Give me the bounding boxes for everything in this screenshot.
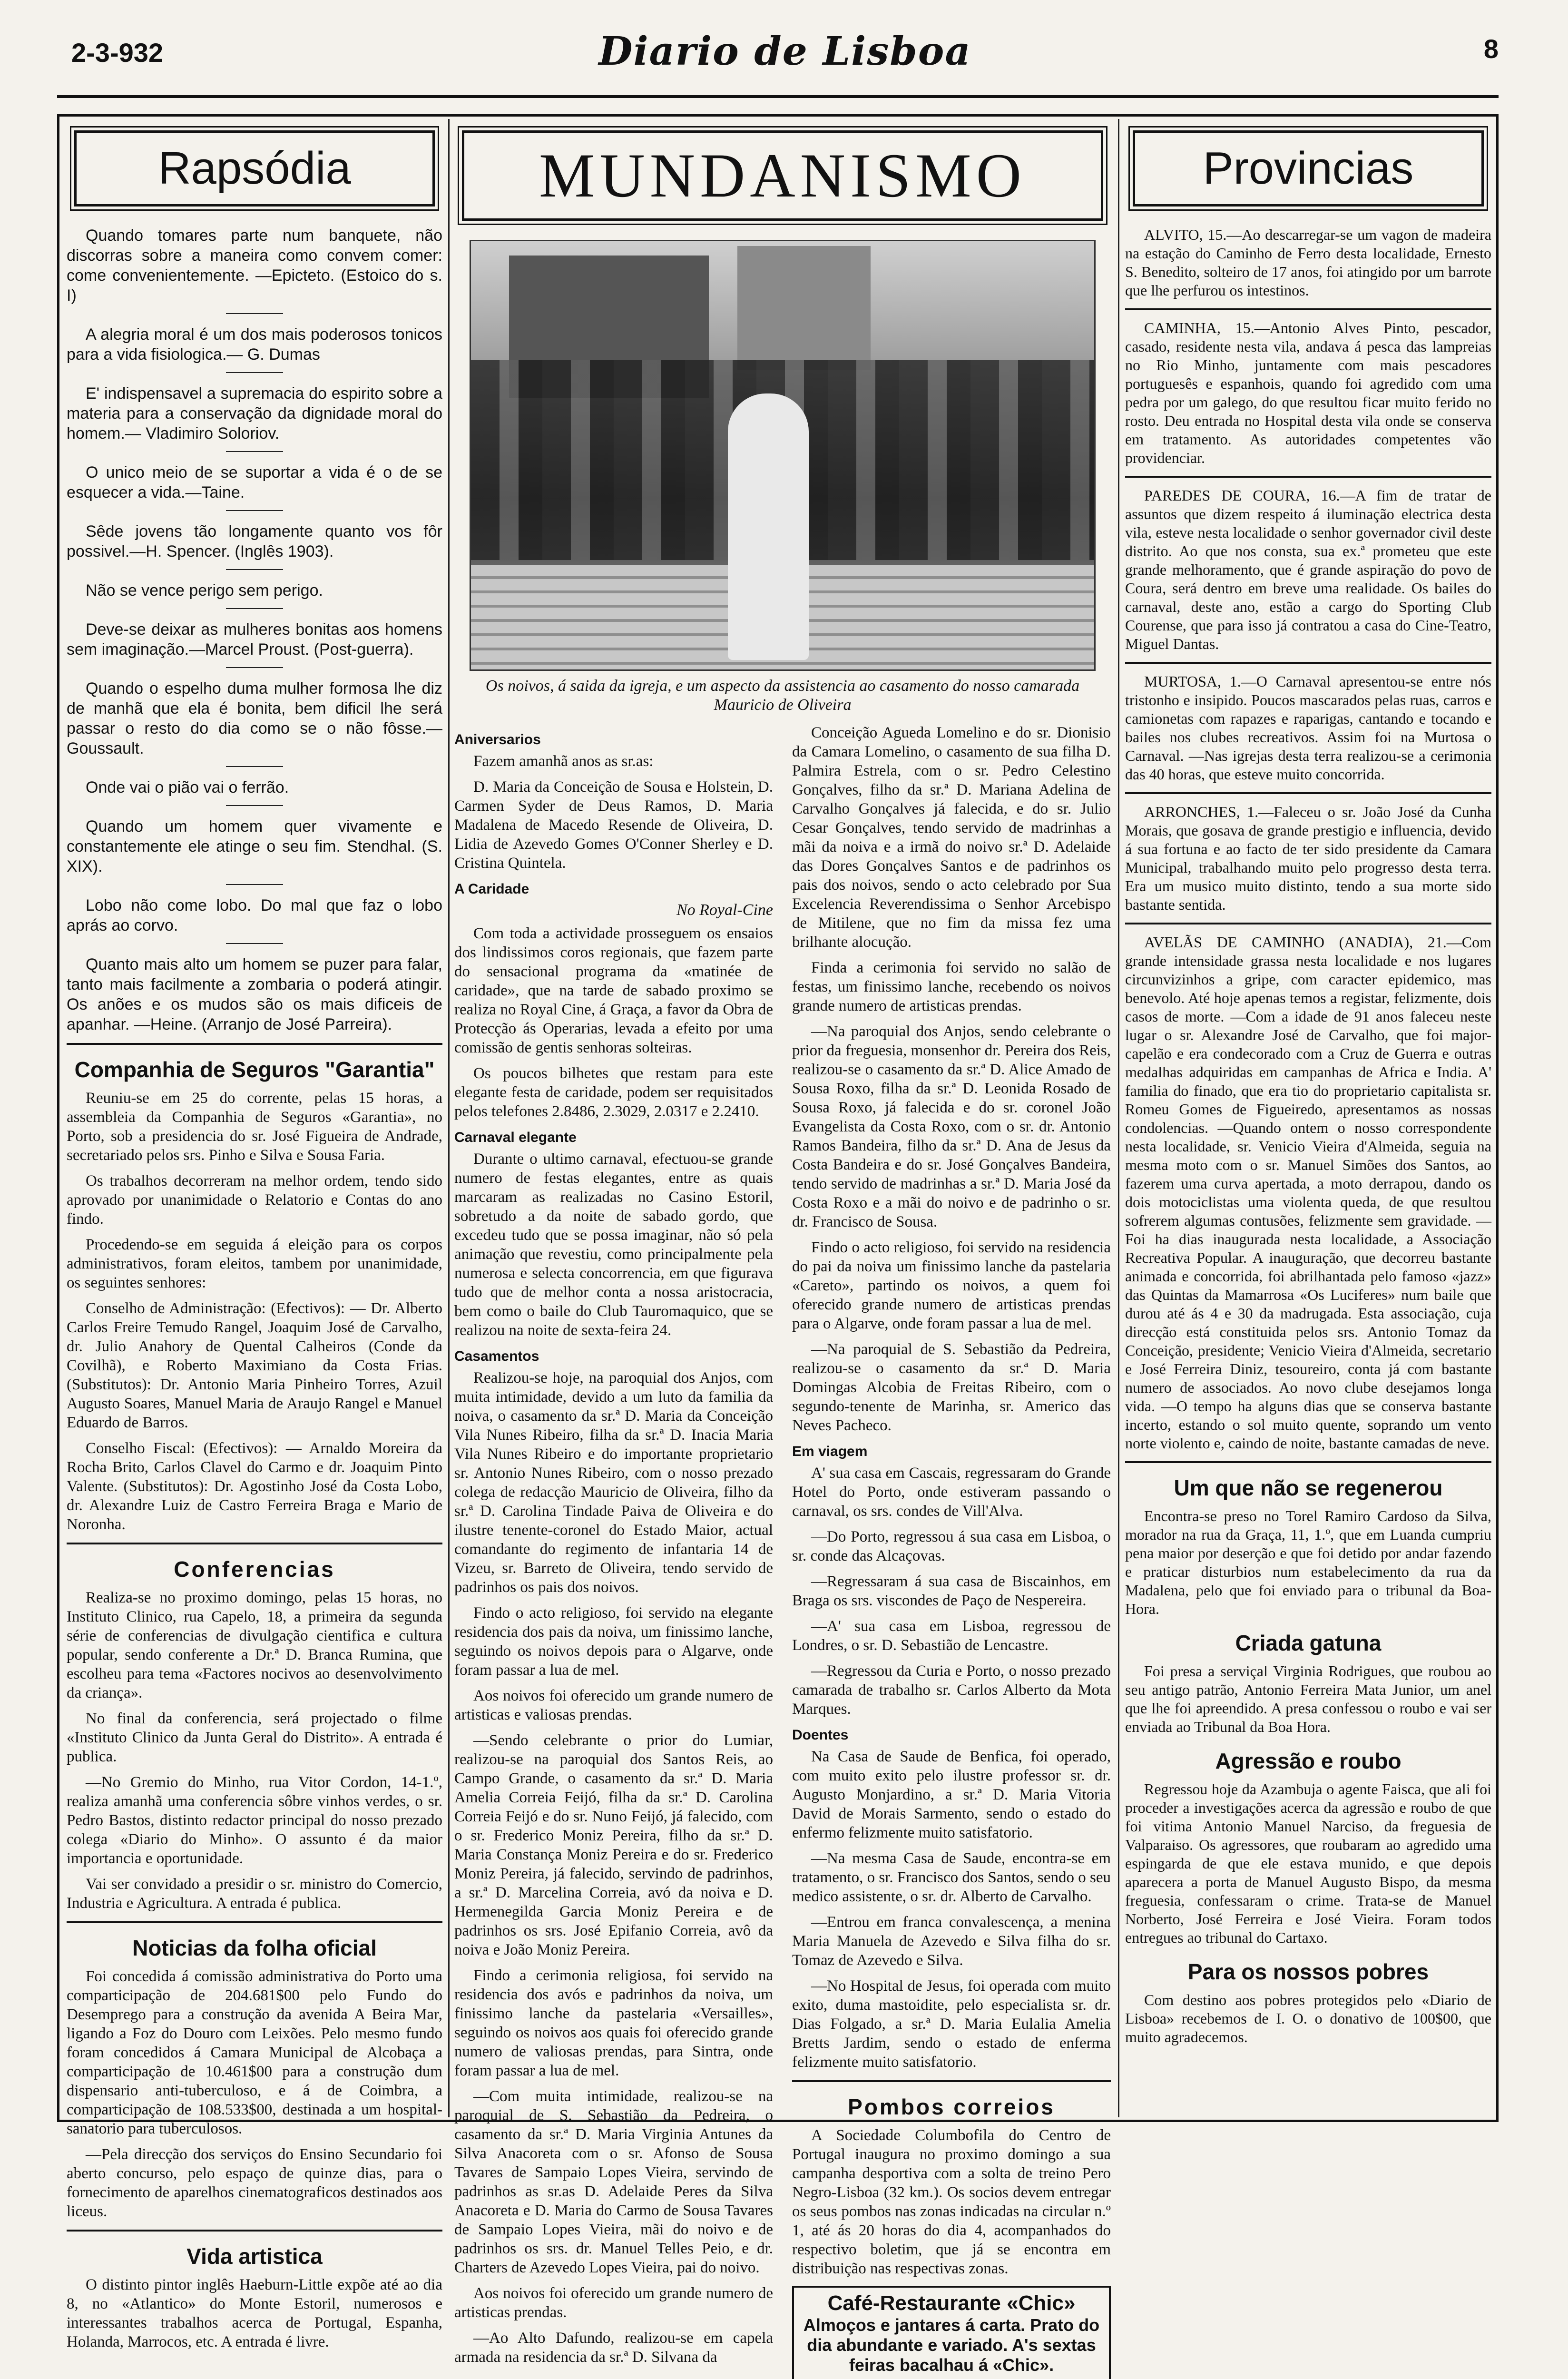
vida-heading: Vida artistica	[186, 2244, 323, 2269]
mundanismo-paragraph: Fazem amanhã anos as sr.as:	[473, 753, 654, 770]
provincias-item	[1125, 486, 1491, 653]
middle-column	[454, 119, 1111, 2375]
right-column	[1125, 119, 1491, 2117]
mundanismo-subcolumn-2	[792, 723, 1111, 2379]
vida-paragraph: O distinto pintor inglês Haeburn-Little expõe até ao dia 8, no «Atlantico» do Monte Estoril, numerosos e interessantes trabalhos acerca de Portugal, Espanha, Holanda, Marrocos, etc. A entrada é livre.	[67, 2276, 442, 2350]
subsection-heading: Casamentos	[454, 1348, 539, 1364]
mundanismo-paragraph: Aos noivos foi oferecido um grande numero de artisticas prendas.	[454, 2285, 773, 2321]
regenerou-text: Encontra-se preso no Torel Ramiro Cardoso da Silva, morador na rua da Graça, 11, 1.º, que em Luanda cumpriu pena maior por deserção e que foi detido por andar fazendo e praticar disturbios num estabelecimento da rua da Madalena, pelo que foi enviado para o tribunal da Boa-Hora.	[1125, 1507, 1491, 1617]
provincias-text: —Antonio Alves Pinto, pescador, casado, residente nesta vila, andava á pesca das lampreias no Rio Minho, juntamente com mais pescadores portuguesês e espanhois, quando foi agredido com uma pedra por um galego, do que resultou ficar muito ferido no rosto. Deu entrada no Hospital desta vila onde se conserva em tratamento. As autoridades competentes vão providenciar.	[1125, 319, 1491, 466]
subsection-heading: Em viagem	[792, 1444, 868, 1459]
mundanismo-paragraph: —Sendo celebrante o prior do Lumiar, realizou-se na paroquial dos Santos Reis, ao Campo Grande, o casamento da sr.ª D. Maria Amelia Correia Feijó, filha da sr.ª D. Carolina Correia Feijó e do sr. Nuno Feijó, já falecido, com o sr. Frederico Moniz Pereira, filho da sr.ª D. Maria Constança Moniz Pereira e do sr. Frederico Moniz Pereira, já falecido, servindo de padrinhos, a sr.ª D. Marcelina Correia, avó da noiva e D. Hermenegilda Garcia Moniz Pereira e de padrinhos os srs. José Epifanio Correia, avô da noiva e João Moniz Pereira.	[454, 1732, 773, 1958]
provincias-text: —Com grande intensidade grassa nesta localidade e nos lugares circunvizinhos a gripe, com caracter epidemico, mas benevolo. Até hoje apenas temos a registar, felizmente, dois casos de morte. —Com a idade de 91 anos faleceu neste lugar o sr. Alexandre José de Carvalho, que foi major-capelão e era condecorado com a Cruz de Guerra e outras medalhas adquiridas em campanhas de Africa e India. A' familia do finado, que era tio do proprietario capitalista sr. Romeu Gomes de Figueiredo, apresentamos as nossas condolencias. —Quando ontem o nosso correspondente nesta localidade, sr. Venicio Vieira d'Almeida, seguia na mesma moto com o sr. Manuel Simões dos Santos, ao fazerem uma curva apertada, a moto derrapou, dando os dois motociclistas uma violenta queda, de que resultou sofrerem algumas contusões, felizmente sem gravidade. —Foi ha dias inaugurada nesta localidade, a Associação Recreativa Popular. A inauguração, que decorreu bastante animada e concorrida, foi abrilhantada pelo famoso «jazz» das Quintas da Mamarrosa «Os Luciferes» num baile que durou até ás 4 e 30 da madrugada. Esta associação, cuja direcção está constituida pelos srs. Antonio Tomaz da Conceição, presidente; Venicio Vieira d'Almeida, secretario e José Ferreira Diniz, tesoureiro, conta já com bastante numero de associados. Ao novo clube desejamos longa vida. —O tempo ha alguns dias que se conserva bastante incerto, estando o sol muito quente, soprando um vento norte violento e, caindo de noite, bastante camadas de neve.	[1125, 934, 1491, 1452]
rapsodia-quote: Deve-se deixar as mulheres bonitas aos homens sem imaginação.—Marcel Proust. (Post-guerra).	[67, 620, 442, 659]
section-rule	[67, 1043, 442, 1045]
quote-separator	[226, 667, 283, 668]
quote-separator	[226, 805, 283, 806]
noticias-heading: Noticias da folha oficial	[132, 1936, 377, 1960]
mundanismo-paragraph: A' sua casa em Cascais, regressaram do Grande Hotel do Porto, onde estiveram passando o carnaval, os srs. condes de Vill'Alva.	[792, 1465, 1111, 1520]
section-rule	[67, 1543, 442, 1544]
provincias-place: MURTOSA, 1.	[1144, 673, 1241, 690]
mundanismo-paragraph: —Do Porto, regressou á sua casa em Lisboa, o sr. conde das Alcaçovas.	[792, 1528, 1111, 1564]
quote-separator	[226, 766, 283, 767]
criada-text: Foi presa a serviçal Virginia Rodrigues, que roubou ao seu antigo patrão, Antonio Ferreira Mata Junior, um anel que lhe foi apreendido. A presa confessou o roubo e vai ser enviada ao Tribunal da Boa Hora.	[1125, 1662, 1491, 1735]
provincias-place: ARRONCHES, 1.	[1144, 803, 1259, 820]
agressao-heading: Agressão e roubo	[1215, 1749, 1401, 1773]
mundanismo-paragraph: Com toda a actividade prosseguem os ensaios dos lindissimos coros regionais, que fazem parte do sensacional programa da «matinée de caridade», que na tarde de sabado proximo se realiza no Royal Cine, á Graça, a favor da Obra de Protecção ás Operarias, levada a efeito por uma comissão de gentis senhoras solteiras.	[454, 925, 773, 1056]
mundanismo-paragraph: Realizou-se hoje, na paroquial dos Anjos, com muita intimidade, devido a um luto da familia da noiva, o casamento da sr.ª D. Maria da Conceição Vila Nunes Ribeiro, filha da sr.ª D. Inacia Maria Vila Nunes Ribeiro e do importante proprietario sr. Antonio Nunes Ribeiro, com o nosso prezado colega de redacção Mauricio de Oliveira, filho da sr.ª D. Carolina Tindade Paiva de Oliveira e do ilustre tenente-coronel do Estado Maior, actual comandante do regimento de infantaria 14 de Vizeu, sr. Barreto de Oliveira, tendo servido de padrinhos os pais dos noivos.	[454, 1369, 773, 1596]
subsection-heading: Carnaval elegante	[454, 1130, 577, 1145]
provincias-item	[1125, 226, 1491, 300]
photo-shade	[737, 246, 871, 370]
pombos-text: A Sociedade Columbofila do Centro de Portugal inaugura no proximo domingo a sua campanha desportiva com a solta de treino Pero Negro-Lisboa (32 km.). Os socios devem entregar os seus pombos nas zonas indicadas na circular n.º 1, até ás 20 horas do dia 4, acompanhados do respectivo boletim, que já se encontra em distribuição nas respectivas zonas.	[792, 2127, 1111, 2277]
subsection-heading: A Caridade	[454, 881, 529, 897]
quote-separator	[226, 884, 283, 885]
quote-separator	[226, 313, 283, 314]
vida-text	[67, 2275, 442, 2351]
provincias-item	[1125, 803, 1491, 914]
page-number: 8	[1483, 34, 1499, 64]
subsection-heading: Aniversarios	[454, 732, 541, 747]
mundanismo-paragraph: —A' sua casa em Lisboa, regressou de Londres, o sr. D. Sebastião de Lencastre.	[792, 1618, 1111, 1654]
subsection-subheading: No Royal-Cine	[676, 901, 773, 919]
quote-separator	[226, 372, 283, 373]
item-rule	[1125, 792, 1491, 794]
provincias-item	[1125, 672, 1491, 784]
mundanismo-paragraph: Findo a cerimonia religiosa, foi servido na residencia dos avós e padrinhos da noiva, um finissimo lanche da pastelaria «Versailles», seguindo os noivos aos quais foi oferecido grande numero de valiosas prendas, para Sintra, onde foram passar a lua de mel.	[454, 1967, 773, 2079]
column-rule-right	[1118, 119, 1119, 2117]
section-rule	[1125, 1461, 1491, 1463]
provincias-place: AVELÃS DE CAMINHO (ANADIA), 21.	[1144, 934, 1447, 951]
quote-separator	[226, 451, 283, 452]
item-rule	[1125, 662, 1491, 664]
rapsodia-quote: E' indispensavel a supremacia do espirito sobre a materia para a conservação da dignidade moral do homem.— Vladimiro Soloriov.	[67, 384, 442, 442]
garantia-paragraph: Os trabalhos decorreram na melhor ordem, tendo sido aprovado por unanimidade o Relatorio e Contas do ano findo.	[67, 1172, 442, 1228]
noticias-paragraph: Foi concedida á comissão administrativa do Porto uma comparticipação de 204.681$00 pelo Fundo do Desemprego para a construção da avenida A Beira Mar, ligando a Foz do Douro com Leixões. Pelo mesmo fundo foram concedidos á Camara Municipal de Alcobaça a comparticipação de 10.461$00 para a construção dum dispensario anti-tuberculoso, e á de Coimbra, a comparticipação de 108.533$00, destinada a um hospital-sanatorio para tuberculosos.	[67, 1968, 442, 2137]
rapsodia-quote: A alegria moral é um dos mais poderosos tonicos para a vida fisiologica.— G. Dumas	[67, 325, 442, 364]
section-rule	[67, 2230, 442, 2232]
chic-title: Café-Restaurante «Chic»	[827, 2291, 1076, 2315]
item-rule	[1125, 476, 1491, 478]
quote-separator	[226, 943, 283, 944]
rapsodia-quotes	[67, 226, 442, 1034]
pombos-heading: Pombos correios	[848, 2094, 1055, 2119]
mundanismo-paragraph: Findo o acto religioso, foi servido na residencia do pai da noiva um finissimo lanche da pastelaria «Careto», partindo os noivos, a quem foi oferecido grande numero de artisticas prendas para o Algarve, onde foram passar a lua de mel.	[792, 1239, 1111, 1332]
garantia-paragraph: Conselho Fiscal: (Efectivos): — Arnaldo Moreira da Rocha Brito, Carlos Clavel do Carmo e dr. Joaquim Pinto Valente. (Substitutos): Dr. Agostinho José da Costa Lobo, dr. Alexandre Luiz de Castro Ferreira Braga e Mario de Noronha.	[67, 1440, 442, 1533]
conferencias-paragraph: Vai ser convidado a presidir o sr. ministro do Comercio, Industria e Agricultura. A entrada é publica.	[67, 1876, 442, 1912]
rapsodia-quote: Quando tomares parte num banquete, não discorras sobre a maneira como convem comer: come convenientemente. —Epicteto. (Estoico do s. I)	[67, 226, 442, 305]
provincias-items	[1125, 226, 1491, 1453]
rapsodia-quote: Não se vence perigo sem perigo.	[86, 581, 323, 600]
criada-heading: Criada gatuna	[1235, 1631, 1382, 1655]
rapsodia-heading: Rapsódia	[74, 130, 435, 206]
mundanismo-paragraph: Findo o acto religioso, foi servido na elegante residencia dos pais da noiva, um finissimo lanche, seguindo os noivos depois para o Algarve, onde foram passar a lua de mel.	[454, 1604, 773, 1679]
noticias-text	[67, 1967, 442, 2221]
garantia-heading: Companhia de Seguros "Garantia"	[74, 1057, 435, 1082]
garantia-paragraph: Conselho de Administração: (Efectivos): — Dr. Alberto Carlos Freire Temudo Rangel, Joaquim José de Carvalho, dr. Julio Anahory de Quental Calheiros (Conde da Covilhã), e Roberto Maximiano da Costa Frias. (Substitutos): Dr. Antonio Maria Pinheiro Torres, Azuil Augusto Soares, Manuel Maria de Araujo Rangel e Manuel Eduardo de Barros.	[67, 1300, 442, 1431]
pobres-heading: Para os nossos pobres	[1187, 1959, 1429, 1984]
issue-date: 2-3-932	[71, 38, 164, 68]
item-rule	[1125, 308, 1491, 310]
mundanismo-paragraph: —No Hospital de Jesus, foi operada com muito exito, duma mastoidite, pelo especialista sr. dr. Dias Folgado, a sr.ª D. Maria Eulalia Amelia Bretts Jardim, sendo o estado de enferma felizmente muito satisfatorio.	[792, 1977, 1111, 2071]
mundanismo-paragraph: D. Maria da Conceição de Sousa e Holstein, D. Carmen Syder de Deus Ramos, D. Maria Madalena de Macedo Resende de Oliveira, D. Lidia de Azevedo Gomes O'Conner Sherley e D. Cristina Quintela.	[454, 778, 773, 872]
mundanismo-subcolumn-1	[454, 723, 773, 2379]
garantia-paragraph: Procedendo-se em seguida á eleição para os corpos administrativos, foram eleitos, tambem por unanimidade, os seguintes senhores:	[67, 1236, 442, 1291]
provincias-item	[1125, 319, 1491, 467]
mundanismo-paragraph: —Regressaram á sua casa de Biscainhos, em Braga os srs. viscondes de Paço de Nespereira.	[792, 1573, 1111, 1609]
mundanismo-paragraph: Os poucos bilhetes que restam para este elegante festa de caridade, podem ser requisitados pelos telefones 2.8486, 2.3029, 2.0317 e 2.2410.	[454, 1065, 773, 1120]
mundanismo-paragraph: —Regressou da Curia e Porto, o nosso prezado camarada de trabalho sr. Carlos Alberto da Mota Marques.	[792, 1662, 1111, 1718]
mundanismo-paragraph: Aos noivos foi oferecido um grande numero de artisticas e valiosas prendas.	[454, 1687, 773, 1723]
section-rule	[67, 1921, 442, 1923]
quote-separator	[226, 569, 283, 570]
provincias-place: CAMINHA, 15.	[1144, 319, 1254, 336]
rapsodia-quote: Lobo não come lobo. Do mal que faz o lobo aprás ao corvo.	[67, 896, 442, 934]
noticias-paragraph: —Pela direcção dos serviços do Ensino Secundario foi aberto concurso, pelo espaço de quinze dias, para o fornecimento de aparelhos cinematograficos destinados aos liceus.	[67, 2146, 442, 2220]
mundanismo-subcolumn-2-text	[792, 723, 1111, 2072]
mundanismo-paragraph: Finda a cerimonia foi servido no salão de festas, um finissimo lanche, recebendo os noivos grande numero de artisticas prendas.	[792, 959, 1111, 1014]
provincias-text: —A fim de tratar de assuntos que dizem respeito á iluminação electrica desta vila, esteve nesta localidade o senhor governador civil deste distrito. Ao que nos consta, sua ex.ª prometeu que este grande melhoramento, que é grande aspiração do povo de Coura, será dentro em breve uma realidade. Os bailes do carnaval, deste ano, estão a cargo do Sporting Club Courense, que para isso já contratou a casa do Cine-Teatro, Miguel Dantas.	[1125, 487, 1492, 652]
chic-text: Almoços e jantares á carta. Prato do dia abundante e variado. A's sextas feiras bacalhau á «Chic».	[803, 2315, 1100, 2375]
mundanismo-columns	[454, 723, 1111, 2379]
column-rule-left	[448, 119, 450, 2117]
mundanismo-paragraph: Durante o ultimo carnaval, efectuou-se grande numero de festas elegantes, entre as quais marcaram as realizadas no Casino Estoril, sobretudo a da noite de sabado gordo, que excedeu tudo que se possa imaginar, não só pela animação que revestiu, como principalmente pela numerosa e selecta concorrencia, em que figurava tudo que de melhor conta a nossa aristocracia, bem como o baile do Club Tauromaquico, que se realizou na noite de sexta-feira 24.	[454, 1150, 773, 1339]
mundanismo-paragraph: —Com muita intimidade, realizou-se na paroquial de S. Sebastião da Pedreira, o casamento da sr.ª D. Maria Virginia Antunes da Silva Anacoreta com o sr. Afonso de Sousa Tavares de Sampaio Lopes Vieira, servindo de padrinhos as sr.as D. Adelaide Peres da Silva Anacoreta e D. Maria do Carmo de Sousa Tavares de Sampaio Lopes Vieira, mãi do noivo e de padrinhos os srs. dr. Manuel Telles Peio, e dr. Charters de Azevedo Lopes Vieira, pai do noivo.	[454, 2088, 773, 2276]
conferencias-heading: Conferencias	[174, 1557, 335, 1582]
provincias-place: ALVITO, 15.	[1144, 226, 1227, 243]
mundanismo-paragraph: Na Casa de Saude de Benfica, foi operado, com muito exito pelo ilustre professor sr. dr. Augusto Monjardino, a sr.ª D. Maria Vitoria David de Morais Sarmento, sendo o estado do enfermo felizmente muito satisfatorio.	[792, 1748, 1111, 1841]
subsection-heading: Doentes	[792, 1727, 849, 1743]
left-column	[67, 119, 442, 2350]
conferencias-paragraph: —No Gremio do Minho, rua Vitor Cordon, 14-1.º, realiza amanhã uma conferencia sôbre vinhos verdes, o sr. Pedro Bastos, distinto redactor principal do nosso prezado colega «Diario do Minho». O assunto é da maior importancia e oportunidade.	[67, 1774, 442, 1867]
rapsodia-quote: Onde vai o pião vai o ferrão.	[86, 778, 289, 796]
quote-separator	[226, 608, 283, 609]
garantia-text	[67, 1089, 442, 1534]
rapsodia-quote: Sêde jovens tão longamente quanto vos fôr possivel.—H. Spencer. (Inglês 1903).	[67, 522, 442, 560]
photo-caption: Os noivos, á saida da igreja, e um aspecto da assistencia ao casamento do nosso camarada Mauricio de Oliveira	[485, 677, 1080, 714]
chic-advert	[792, 2286, 1111, 2379]
rapsodia-quote: Quando o espelho duma mulher formosa lhe diz de manhã que ela é bonita, bem dificil lhe será passar o resto do dia como se o não fôsse.—Goussault.	[67, 679, 442, 757]
mundanismo-heading: MUNDANISMO	[462, 130, 1103, 221]
conferencias-paragraph: Realiza-se no proximo domingo, pelas 15 horas, no Instituto Clinico, rua Capelo, 18, a primeira da segunda série de conferencias de divulgação cientifica e cultura popular, sendo conferente a Dr.ª D. Branca Rumina, que escolheu para tema «Factores nocivos ao desenvolvimento da criança».	[67, 1589, 442, 1701]
photo-bride	[728, 393, 809, 660]
rapsodia-quote: Quando um homem quer vivamente e constantemente ele atinge o seu fim. Stendhal. (S. XIX).	[67, 817, 442, 875]
conferencias-text	[67, 1588, 442, 1913]
mundanismo-paragraph: —Na paroquial de S. Sebastião da Pedreira, realizou-se o casamento da sr.ª D. Maria Domingas Alcobia de Freitas Ribeiro, com o segundo-tenente de Marinha, sr. Americo das Neves Pacheco.	[792, 1341, 1111, 1434]
masthead-rule	[57, 95, 1499, 98]
quote-separator	[226, 510, 283, 511]
pobres-text: Com destino aos pobres protegidos pelo «Diario de Lisboa» recebemos de I. O. o donativo de 100$00, que muito agradecemos.	[1125, 1991, 1491, 2045]
mundanismo-paragraph: —Entrou em franca convalescença, a menina Maria Manuela de Azevedo e Silva filha do sr. Tomaz de Azevedo e Silva.	[792, 1914, 1111, 1969]
wedding-photo	[470, 240, 1096, 671]
item-rule	[1125, 923, 1491, 924]
newspaper-title: Diario de Lisboa	[598, 29, 971, 74]
provincias-text: —O Carnaval apresentou-se entre nós tristonho e insipido. Poucos mascarados pelas ruas, carros e camionetas com rapazes e raparigas, cantando e tocando e bailes nos clubes recreativos. Assim foi na Murtosa o Carnaval. —Nas igrejas desta terra realizou-se a cerimonia das 40 horas, que esteve muito concorrida.	[1125, 673, 1492, 783]
conferencias-paragraph: No final da conferencia, será projectado o filme «Instituto Clinico da Junta Geral do Distrito». A entrada é publica.	[67, 1710, 442, 1765]
provincias-place: PAREDES DE COURA, 16.	[1144, 487, 1340, 504]
garantia-paragraph: Reuniu-se em 25 do corrente, pelas 15 horas, a assembleia da Companhia de Seguros «Garantia», no Porto, sob a presidencia do sr. José Figueira de Andrade, secretariado pelos srs. Pinho e Silva e Sousa Faria.	[67, 1090, 442, 1164]
section-rule	[792, 2080, 1111, 2082]
rapsodia-quote: O unico meio de se suportar a vida é o de se esquecer a vida.—Taine.	[67, 463, 442, 501]
regenerou-heading: Um que não se regenerou	[1174, 1475, 1443, 1500]
masthead	[71, 29, 1499, 86]
mundanismo-paragraph: Conceição Agueda Lomelino e do sr. Dionisio da Camara Lomelino, o casamento de sua filha D. Palmira Estrela, com o sr. Pedro Celestino Gonçalves, filho da sr.ª D. Mariana Adelina de Carvalho Gonçalves já falecida, e do sr. Julio Cesar Gonçalves, tendo servido de madrinhas a mãi da noiva e a irmã do noivo sr.ª D. Adelaide das Dores Gonçalves Santos e de padrinhos os pais dos noivos, sendo o acto celebrado por Sua Excelencia Reverendissima o Senhor Arcebispo de Mitilene, que no fim da missa fez uma brilhante alocução.	[792, 724, 1111, 951]
provincias-text: —Faleceu o sr. João José da Cunha Morais, que gosava de grande prestigio e influencia, devido á sua fortuna e ao facto de ter sido presidente da Camara Municipal, trabalhando muito pelo progresso desta terra. Era um musico muito distinto, tendo a sua morte sido bastante sentida.	[1125, 803, 1492, 913]
provincias-item	[1125, 933, 1491, 1453]
mundanismo-paragraph: —Na paroquial dos Anjos, sendo celebrante o prior da freguesia, monsenhor dr. Pereira dos Reis, realizou-se o casamento da sr.ª D. Alice Amado de Sousa Roxo, filha da sr.ª D. Leonida Rosado de Sousa Roxo, já falecida e do sr. coronel João Evangelista da Costa Roxo, com o sr. dr. Antonio Ramos Bandeira, filho da sr.ª D. Ana de Jesus da Costa Bandeira e do sr. José Gonçalves Bandeira, tendo servido de madrinhas a sr.ª D. Maria José da Costa Roxo e a mãi do noivo e de padrinho o sr. dr. Francisco de Sousa.	[792, 1023, 1111, 1230]
mundanismo-paragraph: —Na mesma Casa de Saude, encontra-se em tratamento, o sr. Francisco dos Santos, sendo o seu medico assistente, o sr. dr. Alberto de Carvalho.	[792, 1850, 1111, 1905]
rapsodia-quote: Quanto mais alto um homem se puzer para falar, tanto mais facilmente a zombaria o poderá atingir. Os anões e os mudos são os mais dificeis de apanhar. —Heine. (Arranjo de José Parreira).	[67, 955, 442, 1033]
agressao-text: Regressou hoje da Azambuja o agente Faisca, que ali foi proceder a investigações acerca da agressão e roubo de que foi vitima Antonio Manuel Narciso, da freguesia de Valparaiso. Os agressores, que roubaram ao agredido uma espingarda de que ele estava munido, e que depois aparecera a porta de Manuel Augusto Bispo, da mesma freguesia, confessaram o crime. Trata-se de Manuel Norberto, José Ferreira e José Vieira. Foram todos entregues ao tribunal do Cartaxo.	[1125, 1780, 1491, 1946]
provincias-text: —Ao descarregar-se um vagon de madeira na estação do Caminho de Ferro desta localidade, Ernesto S. Benedito, solteiro de 17 anos, foi atingido por um barrote que lhe perfurou os intestinos.	[1125, 226, 1491, 299]
mundanismo-paragraph: —Ao Alto Dafundo, realizou-se em capela armada na residencia da sr.ª D. Silvana da	[454, 2330, 773, 2366]
provincias-heading: Provincias	[1133, 130, 1484, 206]
